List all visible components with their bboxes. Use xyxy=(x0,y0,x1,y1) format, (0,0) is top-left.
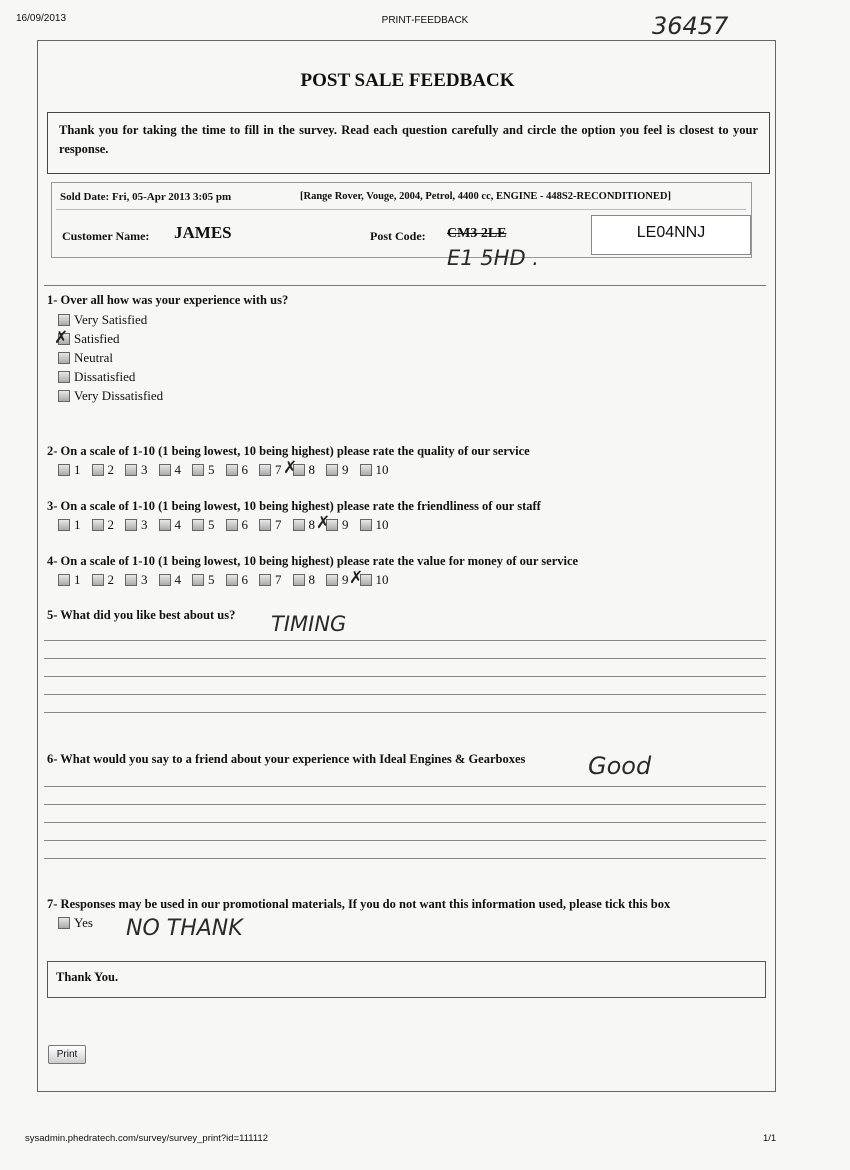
scale-option[interactable]: 8 xyxy=(293,517,316,533)
q6-handwritten-answer: Good xyxy=(588,752,652,780)
scale-option[interactable]: 9 xyxy=(326,517,349,533)
scale-option[interactable]: 6 xyxy=(226,517,249,533)
checkbox[interactable] xyxy=(159,464,171,476)
checkbox[interactable] xyxy=(226,519,238,531)
q1-option-dissatisfied[interactable]: Dissatisfied xyxy=(58,369,135,385)
checkbox[interactable] xyxy=(259,574,271,586)
checkbox[interactable] xyxy=(293,519,305,531)
customer-name-value: JAMES xyxy=(174,223,232,242)
q7-option-yes[interactable]: Yes xyxy=(58,915,93,931)
answer-line xyxy=(44,676,766,677)
checkbox[interactable] xyxy=(360,519,372,531)
scale-option[interactable]: 7 xyxy=(259,462,282,478)
handwritten-x-mark-icon: ✗ xyxy=(283,458,298,478)
scale-option[interactable]: 3 xyxy=(125,517,148,533)
answer-line xyxy=(44,640,766,641)
checkbox[interactable] xyxy=(58,314,70,326)
handwritten-ref-number: 36457 xyxy=(652,12,729,40)
q1-option-neutral[interactable]: Neutral xyxy=(58,350,113,366)
print-button[interactable]: Print xyxy=(48,1045,86,1064)
checkbox[interactable] xyxy=(58,917,70,929)
print-header-title: PRINT-FEEDBACK xyxy=(381,15,469,26)
scale-option[interactable]: 4 xyxy=(159,462,182,478)
checkbox[interactable] xyxy=(58,464,70,476)
postcode-value: CM3 2LE xyxy=(447,226,507,241)
checkbox[interactable] xyxy=(360,464,372,476)
question-4: 4- On a scale of 1-10 (1 being lowest, 10 being highest) please rate the value for money of our service xyxy=(47,554,579,568)
answer-line xyxy=(44,840,766,841)
checkbox[interactable] xyxy=(159,519,171,531)
scale-option[interactable]: 5 xyxy=(192,572,215,588)
customer-name-label: Customer Name: xyxy=(62,229,150,243)
scale-option[interactable]: 1 xyxy=(58,572,81,588)
scale-option[interactable]: 10 xyxy=(360,462,389,478)
thank-you-text: Thank You. xyxy=(56,970,119,984)
checkbox[interactable] xyxy=(326,574,338,586)
scale-option[interactable]: 8 xyxy=(293,462,316,478)
q3-scale xyxy=(58,513,400,533)
checkbox[interactable] xyxy=(92,464,104,476)
vehicle-details: [Range Rover, Vouge, 2004, Petrol, 4400 cc, ENGINE - 448S2-RECONDITIONED] xyxy=(300,191,671,202)
form-title: POST SALE FEEDBACK xyxy=(300,70,515,91)
q1-option-very-dissatisfied[interactable]: Very Dissatisfied xyxy=(58,388,163,404)
question-1: 1- Over all how was your experience with us? xyxy=(47,293,289,307)
scale-option[interactable]: 1 xyxy=(58,517,81,533)
scale-option[interactable]: 4 xyxy=(159,517,182,533)
question-5: 5- What did you like best about us? xyxy=(47,608,236,622)
checkbox[interactable] xyxy=(226,464,238,476)
handwritten-x-mark-icon: ✗ xyxy=(316,513,331,533)
scale-option[interactable]: 5 xyxy=(192,462,215,478)
scale-option[interactable]: 10 xyxy=(360,517,389,533)
scale-option[interactable]: 6 xyxy=(226,462,249,478)
scale-option[interactable]: 9 xyxy=(326,572,349,588)
checkbox[interactable] xyxy=(192,574,204,586)
checkbox[interactable] xyxy=(226,574,238,586)
checkbox[interactable] xyxy=(125,519,137,531)
scale-option[interactable]: 3 xyxy=(125,572,148,588)
scale-option[interactable]: 10 xyxy=(360,572,389,588)
checkbox[interactable] xyxy=(125,464,137,476)
scale-option[interactable]: 6 xyxy=(226,572,249,588)
thank-you-box xyxy=(47,961,766,998)
print-date: 16/09/2013 xyxy=(16,13,67,24)
scale-option[interactable]: 9 xyxy=(326,462,349,478)
scale-option[interactable]: 2 xyxy=(92,572,115,588)
scale-option[interactable]: 1 xyxy=(58,462,81,478)
q7-handwritten-answer: NO THANK xyxy=(126,916,243,941)
answer-line xyxy=(44,822,766,823)
scale-option[interactable]: 7 xyxy=(259,572,282,588)
question-3: 3- On a scale of 1-10 (1 being lowest, 10 being highest) please rate the friendliness of our staff xyxy=(47,499,541,513)
scale-option[interactable]: 2 xyxy=(92,517,115,533)
page-number: 1/1 xyxy=(763,1133,777,1144)
answer-line xyxy=(44,804,766,805)
scale-option[interactable]: 7 xyxy=(259,517,282,533)
q5-handwritten-answer: TIMING xyxy=(271,612,347,636)
scale-option[interactable]: 5 xyxy=(192,517,215,533)
q2-scale xyxy=(58,458,400,478)
checkbox[interactable] xyxy=(58,371,70,383)
handwritten-x-mark-icon: ✗ xyxy=(349,568,364,588)
checkbox[interactable] xyxy=(58,519,70,531)
footer-url: sysadmin.phedratech.com/survey/survey_print?id=111112 xyxy=(25,1133,268,1144)
checkbox[interactable] xyxy=(326,464,338,476)
checkbox[interactable] xyxy=(259,519,271,531)
checkbox[interactable] xyxy=(92,519,104,531)
checkbox[interactable] xyxy=(192,519,204,531)
intro-box: Thank you for taking the time to fill in the survey. Read each question carefully and circle the option you feel is closest to your response. xyxy=(47,112,770,174)
q1-option-satisfied[interactable]: Satisfied xyxy=(58,331,120,347)
checkbox[interactable] xyxy=(293,574,305,586)
registration-value: LE04NNJ xyxy=(636,224,706,241)
answer-line xyxy=(44,658,766,659)
checkbox[interactable] xyxy=(58,574,70,586)
scale-option[interactable]: 8 xyxy=(293,572,316,588)
question-2: 2- On a scale of 1-10 (1 being lowest, 10 being highest) please rate the quality of our service xyxy=(47,444,530,458)
answer-line xyxy=(44,694,766,695)
q1-option-very-satisfied[interactable]: Very Satisfied xyxy=(58,312,147,328)
postcode-label: Post Code: xyxy=(370,229,426,243)
sold-date: Sold Date: Fri, 05-Apr 2013 3:05 pm xyxy=(60,191,232,203)
answer-line xyxy=(44,712,766,713)
question-7: 7- Responses may be used in our promotional materials, If you do not want this information used, please tick this box xyxy=(47,897,671,911)
scale-option[interactable]: 2 xyxy=(92,462,115,478)
section-divider xyxy=(44,285,766,286)
answer-line xyxy=(44,786,766,787)
checkbox[interactable] xyxy=(259,464,271,476)
checkbox[interactable] xyxy=(58,390,70,402)
checkbox[interactable] xyxy=(125,574,137,586)
handwritten-postcode: E1 5HD . xyxy=(447,246,539,270)
checkbox[interactable] xyxy=(92,574,104,586)
scale-option[interactable]: 4 xyxy=(159,572,182,588)
checkbox[interactable] xyxy=(192,464,204,476)
checkbox[interactable] xyxy=(58,352,70,364)
answer-line xyxy=(44,858,766,859)
handwritten-x-mark-icon: ✗ xyxy=(54,328,69,348)
checkbox[interactable] xyxy=(159,574,171,586)
info-divider xyxy=(56,209,746,210)
scale-option[interactable]: 3 xyxy=(125,462,148,478)
question-6: 6- What would you say to a friend about your experience with Ideal Engines & Gearboxes xyxy=(47,752,526,766)
